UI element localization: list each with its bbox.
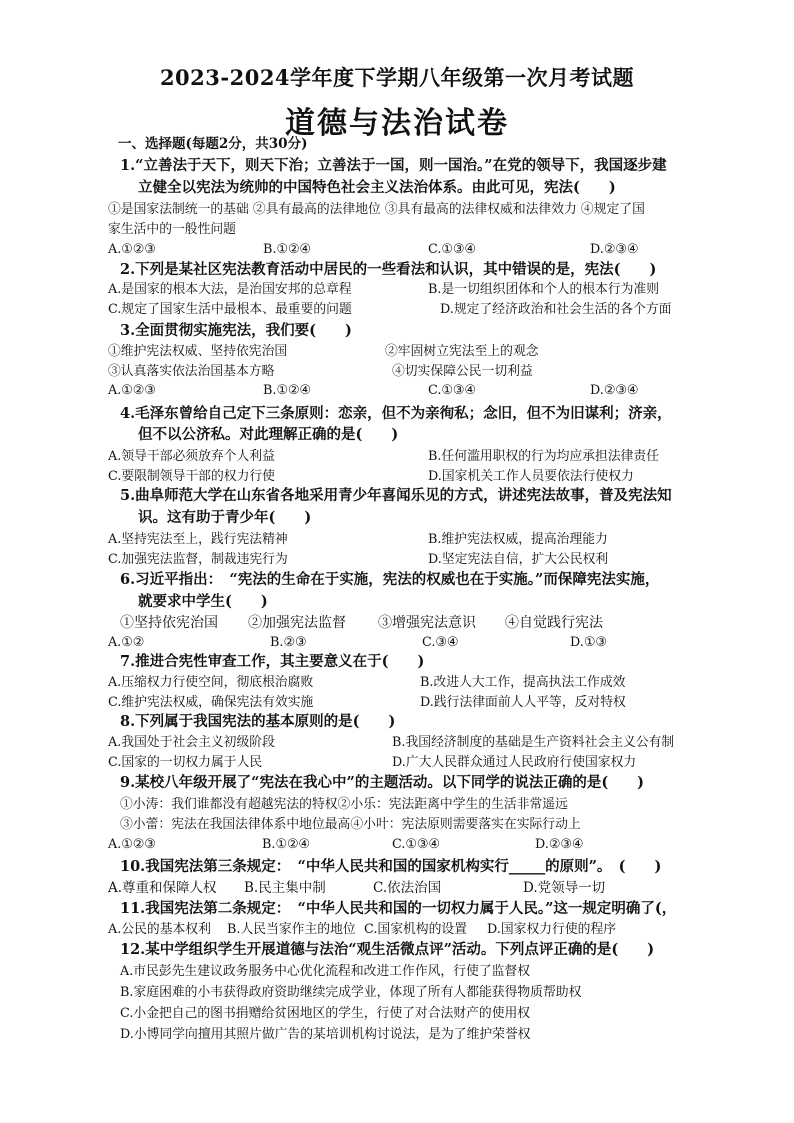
question-1-option-d: D.②③④ <box>590 242 639 257</box>
question-6-option-c: C.③④ <box>422 635 459 650</box>
question-6-statement-1: ①坚持依宪治国 <box>120 615 218 631</box>
question-9-stem: 9.某校八年级开展了“宪法在我心中”的主题活动。以下同学的说法正确的是( ) <box>120 774 645 791</box>
question-4-option-c: C.要限制领导干部的权力行使 <box>108 469 275 484</box>
question-1-option-c: C.①③④ <box>428 242 476 257</box>
question-2-option-b: B.是一切组织团体和个人的根本行为准则 <box>428 282 660 297</box>
question-12-option-a: A.市民彭先生建议政务服务中心优化流程和改进工作作风，行使了监督权 <box>120 964 531 979</box>
question-7-option-b: B.改进人大工作，提高执法工作成效 <box>420 675 626 690</box>
question-5-option-a: A.坚持宪法至上，践行宪法精神 <box>108 532 288 547</box>
question-9-option-b: B.①②④ <box>262 837 310 852</box>
question-2-option-a: A.是国家的根本大法，是治国安邦的总章程 <box>108 282 352 297</box>
question-11-option-b: B.人民当家作主的地位 <box>227 922 356 937</box>
question-3-statement-3: ③认真落实依法治国基本方略 <box>108 364 275 379</box>
question-1-option-b: B.①②④ <box>263 242 311 257</box>
question-7-stem: 7.推进合宪性审查工作，其主要意义在于( ) <box>120 653 425 670</box>
question-4-option-d: D.国家机关工作人员要依法行使权力 <box>428 469 634 484</box>
question-9-option-c: C.①③④ <box>392 837 440 852</box>
question-5-option-b: B.维护宪法权威，提高治理能力 <box>428 532 608 547</box>
question-12-option-c: C.小金把自己的图书捐赠给贫困地区的学生，行使了对合法财产的使用权 <box>120 1006 531 1021</box>
question-3-statement-1: ①维护宪法权威、坚持依宪治国 <box>108 344 288 359</box>
question-10-option-a: A.尊重和保障人权 <box>108 880 217 896</box>
question-7-option-a: A.压缩权力行使空间，彻底根治腐败 <box>108 675 314 690</box>
question-8-option-d: D.广大人民群众通过人民政府行使国家权力 <box>392 755 637 770</box>
section-heading: 一、选择题(每题2分，共30分) <box>118 136 308 152</box>
question-6-stem-line2: 就要求中学生( ) <box>138 593 268 610</box>
question-8-stem: 8.下列属于我国宪法的基本原则的是( ) <box>120 713 396 730</box>
question-2-option-c: C.规定了国家生活中最根本、最重要的问题 <box>108 302 352 317</box>
question-3-option-c: C.①③④ <box>428 383 476 398</box>
question-10-stem: 10.我国宪法第三条规定： “中华人民共和国的国家机构实行_____的原则”。 ( ) <box>120 858 662 875</box>
question-6-option-d: D.①③ <box>570 635 607 650</box>
question-3-option-a: A.①②③ <box>108 383 156 398</box>
question-12-option-b: B.家庭困难的小韦获得政府资助继续完成学业，体现了所有人都能获得物质帮助权 <box>120 985 582 1000</box>
question-12-option-d: D.小博同学向擅用其照片做广告的某培训机构讨说法，是为了维护荣誉权 <box>120 1027 531 1042</box>
question-6-option-b: B.②③ <box>270 635 307 650</box>
question-11-option-a: A.公民的基本权利 <box>108 922 211 937</box>
question-4-option-a: A.领导干部必须放弃个人利益 <box>108 449 275 464</box>
question-3-option-b: B.①②④ <box>263 383 311 398</box>
question-3-option-d: D.②③④ <box>590 383 639 398</box>
question-11-option-c: C.国家机构的设置 <box>364 922 467 937</box>
question-1-statements-line1: ①是国家法制统一的基础 ②具有最高的法律地位 ③具有最高的法律权威和法律效力 ④规定了国 <box>108 202 645 217</box>
question-9-statements-line2: ③小蕾：宪法在我国法律体系中地位最高④小叶：宪法原则需要落实在实际行动上 <box>120 817 581 832</box>
question-11-stem: 11.我国宪法第二条规定： “中华人民共和国的一切权力属于人民。”这一规定明确了(， <box>120 900 677 917</box>
question-8-option-c: C.国家的一切权力属于人民 <box>108 755 263 770</box>
question-9-option-a: A.①②③ <box>108 837 156 852</box>
question-1-option-a: A.①②③ <box>108 242 156 257</box>
question-6-statement-3: ③增强宪法意识 <box>378 615 476 631</box>
question-10-option-d: D.党领导一切 <box>523 880 606 896</box>
question-4-stem-line2: 但不以公济私。对此理解正确的是( ) <box>138 426 399 443</box>
question-2-option-d: D.规定了经济政治和社会生活的各个方面 <box>440 302 672 317</box>
question-1-stem-line2: 立健全以宪法为统帅的中国特色社会主义法治体系。由此可见，宪法( ) <box>138 179 616 196</box>
question-9-statements-line1: ①小涛：我们谁都没有超越宪法的特权②小乐：宪法距离中学生的生活非常遥远 <box>120 797 568 812</box>
question-4-option-b: B.任何滥用职权的行为均应承担法律责任 <box>428 449 660 464</box>
question-1-statements-line2: 家生活中的一般性问题 <box>108 222 236 237</box>
question-6-statement-2: ②加强宪法监督 <box>248 615 346 631</box>
question-1-stem-line1: 1.“立善法于天下，则天下治；立善法于一国，则一国治。”在党的领导下，我国逐步建 <box>120 157 667 174</box>
question-5-option-d: D.坚定宪法自信，扩大公民权利 <box>428 552 609 567</box>
question-2-stem: 2.下列是某社区宪法教育活动中居民的一些看法和认识，其中错误的是，宪法( ) <box>120 261 657 278</box>
subject-title: 道德与法治试卷 <box>285 106 509 141</box>
question-7-option-d: D.践行法律面前人人平等，反对特权 <box>420 695 626 710</box>
question-8-option-b: B.我国经济制度的基础是生产资料社会主义公有制 <box>392 735 675 750</box>
question-7-option-c: C.维护宪法权威，确保宪法有效实施 <box>108 695 314 710</box>
exam-title: 2023-2024学年度下学期八年级第一次月考试题 <box>159 65 635 90</box>
question-6-option-a: A.①② <box>108 635 145 650</box>
question-3-statement-2: ②牢固树立宪法至上的观念 <box>385 344 539 359</box>
question-11-option-d: D.国家权力行使的程序 <box>487 922 617 937</box>
question-4-stem-line1: 4.毛泽东曾给自己定下三条原则：恋亲，但不为亲徇私；念旧，但不为旧谋利；济亲， <box>120 405 672 422</box>
question-3-stem: 3.全面贯彻实施宪法，我们要( ) <box>120 322 352 339</box>
question-12-stem: 12.某中学组织学生开展道德与法治“观生活微点评”活动。下列点评正确的是( ) <box>120 941 655 958</box>
question-5-option-c: C.加强宪法监督，制裁违宪行为 <box>108 552 288 567</box>
question-10-option-c: C.依法治国 <box>373 880 442 896</box>
question-5-stem-line1: 5.曲阜师范大学在山东省各地采用青少年喜闻乐见的方式，讲述宪法故事，普及宪法知 <box>120 487 672 504</box>
question-8-option-a: A.我国处于社会主义初级阶段 <box>108 735 275 750</box>
question-9-option-d: D.②③④ <box>535 837 584 852</box>
question-6-statement-4: ④自觉践行宪法 <box>505 615 603 631</box>
question-6-stem-line1: 6.习近平指出： “宪法的生命在于实施，宪法的权威也在于实施。”而保障宪法实施， <box>120 571 660 588</box>
question-3-statement-4: ④切实保障公民一切利益 <box>392 364 533 379</box>
question-10-option-b: B.民主集中制 <box>244 880 326 896</box>
question-5-stem-line2: 识。这有助于青少年( ) <box>138 509 312 526</box>
